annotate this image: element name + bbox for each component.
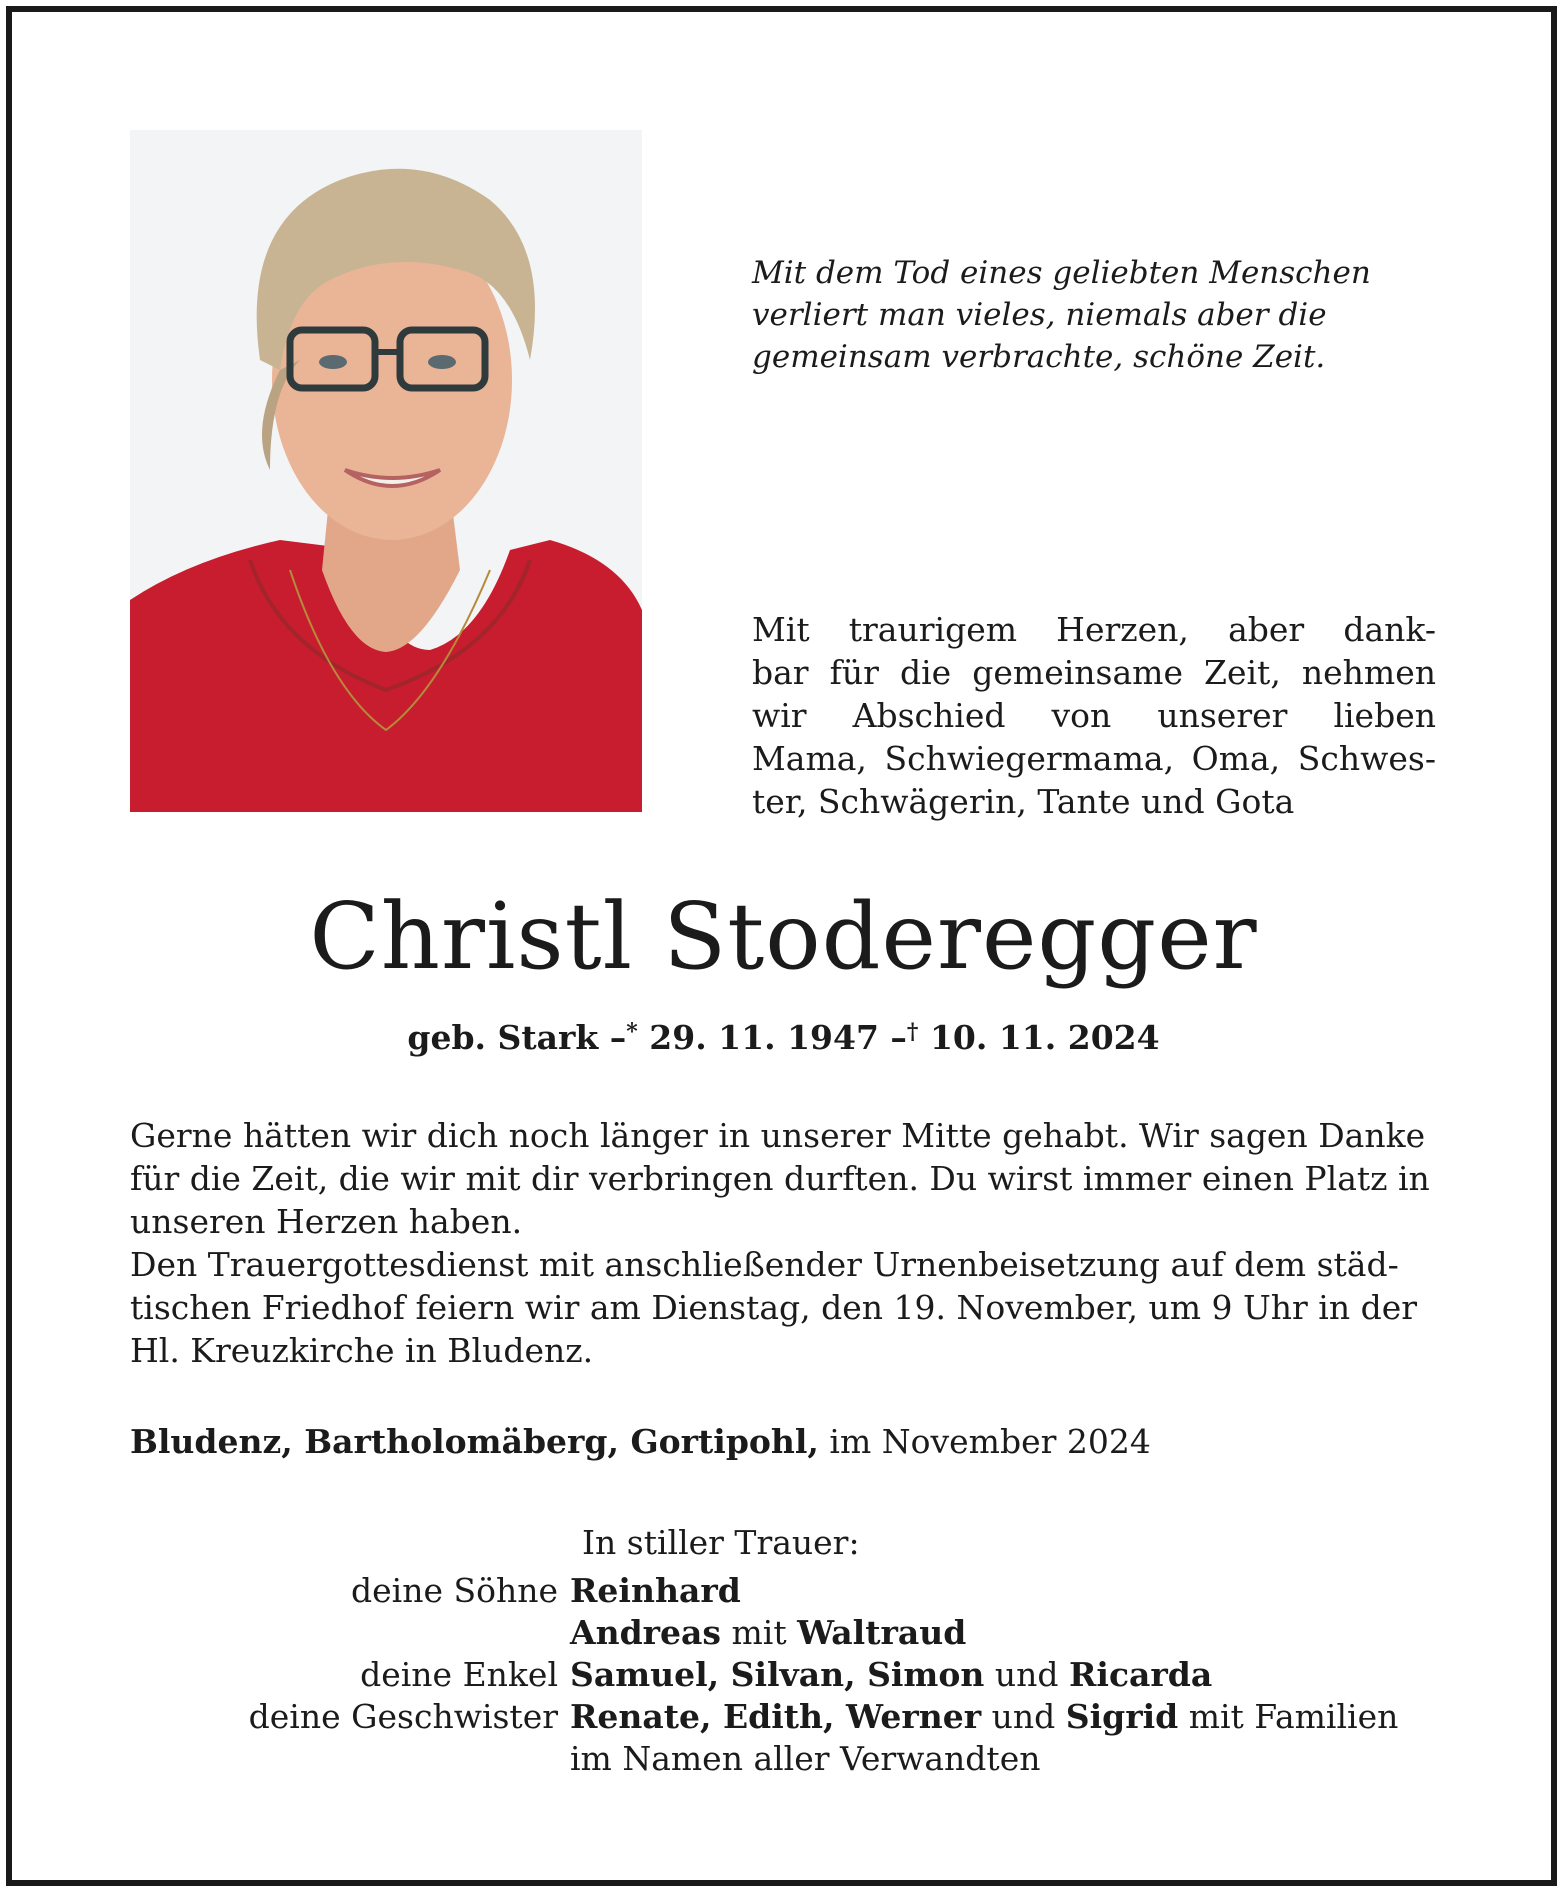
siblings-names: Renate, Edith, Werner — [570, 1697, 982, 1736]
quote-line: gemeinsam verbrachte, schöne Zeit. — [752, 339, 1326, 375]
son-name: Reinhard — [570, 1571, 741, 1610]
dash: – — [609, 1018, 627, 1057]
mourning-heading: In stiller Trauer: — [582, 1523, 860, 1562]
body-line: Den Trauergottesdienst mit anschließender Urnenbeisetzung auf dem städ- — [130, 1245, 1399, 1284]
families-suffix: mit Familien — [1178, 1697, 1399, 1736]
born-symbol: * — [626, 1019, 638, 1045]
death-date: 10. 11. 2024 — [929, 1018, 1160, 1057]
mourner-row — [130, 1654, 1450, 1696]
intro-line: Mit traurigem Herzen, aber dank- — [752, 610, 1436, 649]
connector: mit — [721, 1613, 798, 1652]
body-line: tischen Friedhof feiern wir am Dienstag, den 19. November, um 9 Uhr in der — [130, 1288, 1418, 1327]
announcement-text — [130, 1114, 1436, 1372]
towns: Bludenz, Bartholomäberg, Gortipohl, — [130, 1422, 819, 1461]
birth-date: 29. 11. 1947 — [649, 1018, 879, 1057]
body-line: unseren Herzen haben. — [130, 1202, 523, 1241]
memorial-quote — [752, 252, 1392, 378]
mourner-row — [130, 1738, 1450, 1780]
body-line: Gerne hätten wir dich noch länger in unserer Mitte gehabt. Wir sagen Danke — [130, 1116, 1426, 1155]
intro-line: bar für die gemeinsame Zeit, nehmen — [752, 653, 1436, 692]
farewell-intro — [752, 608, 1436, 823]
place-and-date — [130, 1420, 1151, 1464]
body-line: Hl. Kreuzkirche in Bludenz. — [130, 1331, 594, 1370]
mourner-row — [130, 1570, 1450, 1612]
connector: und — [981, 1697, 1066, 1736]
partner-name: Waltraud — [797, 1613, 967, 1652]
intro-line: wir Abschied von unserer lieben — [752, 696, 1436, 735]
died-symbol: † — [906, 1019, 919, 1045]
grandchildren-label: deine Enkel — [360, 1655, 558, 1694]
life-dates — [0, 1010, 1567, 1060]
dash: – — [890, 1018, 907, 1057]
connector: und — [984, 1655, 1069, 1694]
closing-line: im Namen aller Verwandten — [570, 1739, 1041, 1778]
intro-line: ter, Schwägerin, Tante und Gota — [752, 782, 1295, 821]
grandchild-name: Ricarda — [1068, 1655, 1213, 1694]
mourner-row — [130, 1612, 1450, 1654]
month-year: im November 2024 — [818, 1422, 1151, 1461]
portrait-photo — [130, 130, 642, 812]
birth-name: geb. Stark — [407, 1018, 599, 1057]
quote-line: Mit dem Tod eines geliebten Menschen — [752, 255, 1371, 291]
intro-line: Mama, Schwiegermama, Oma, Schwes- — [752, 739, 1436, 778]
mourner-row — [130, 1696, 1450, 1738]
body-line: für die Zeit, die wir mit dir verbringen durften. Du wirst immer einen Platz in — [130, 1159, 1430, 1198]
quote-line: verliert man vieles, niemals aber die — [752, 297, 1327, 333]
siblings-label: deine Geschwister — [248, 1697, 558, 1736]
mourners-list — [130, 1570, 1450, 1780]
sibling-name: Sigrid — [1065, 1697, 1179, 1736]
sons-label: deine Söhne — [351, 1571, 558, 1610]
deceased-name: Christl Stoderegger — [309, 883, 1258, 990]
son-name: Andreas — [570, 1613, 722, 1652]
grandchildren-names: Samuel, Silvan, Simon — [570, 1655, 985, 1694]
